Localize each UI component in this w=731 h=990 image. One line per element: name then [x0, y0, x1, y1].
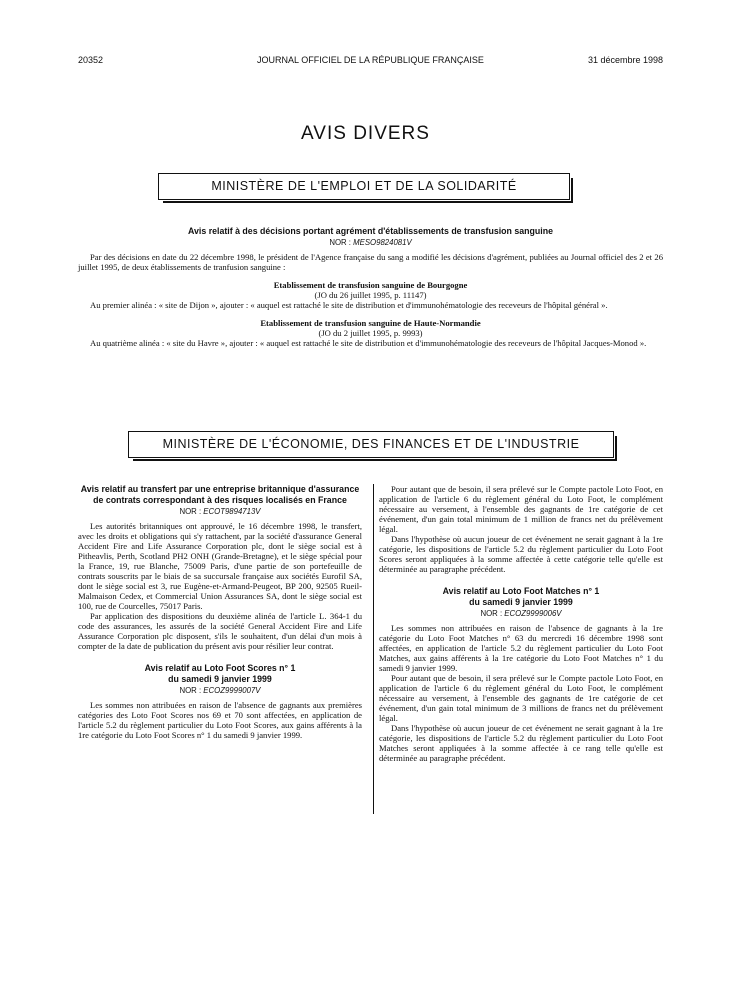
establishment-name: Etablissement de transfusion sanguine de Bourgogne [273, 280, 468, 290]
ministry-name: MINISTÈRE DE L'ÉCONOMIE, DES FINANCES ET DE L'INDUSTRIE [162, 437, 580, 451]
paragraph: Dans l'hypothèse où aucun joueur de cet événement ne serait gagnant à la 1re catégorie, les dispositions de l'article 5.2 du règlement particulier du Loto Foot Matches seront appliquées à la somme affectée à ce rang telle qu'elle est déterminée au paragraphe précédent. [379, 723, 663, 763]
establishment-ref: (JO du 26 juillet 1995, p. 11147) [314, 290, 427, 300]
page-title: AVIS DIVERS [301, 123, 430, 144]
paragraph: Les sommes non attribuées en raison de l'absence de gagnants aux premières catégories des Loto Foot Scores nos 69 et 70 sont affectées, en application de l'article 5.2 du règlement particulier du Loto Foot Scores, aux gains afférents à la 1re catégorie du Loto Foot Scores n° 1 du samedi 9 janvier 1999. [78, 700, 362, 740]
paragraph: Les sommes non attribuées en raison de l'absence de gagnants à la 1re catégorie du Loto Foot Matches n° 63 du mercredi 16 décembre 1998 sont affectées, en application de l'article 5.2 du règlement particulier du Loto Foot Matches, aux gains afférents à la 1re catégorie du Loto Foot Matches n° 1 du samedi 9 janvier 1999. [379, 623, 663, 673]
nor-code: MESO9824081V [353, 238, 412, 247]
journal-title: JOURNAL OFFICIEL DE LA RÉPUBLIQUE FRANÇAISE [257, 55, 484, 65]
nor-line: NOR : MESO9824081V [329, 238, 412, 247]
nor-line: NOR : ECOZ9999007V [179, 686, 261, 695]
notice-heading: Avis relatif à des décisions portant agrément d'établissements de transfusion sanguine [188, 226, 553, 236]
notice-heading: Avis relatif au Loto Foot Scores n° 1 du samedi 9 janvier 1999 [144, 663, 296, 684]
issue-date: 31 décembre 1998 [587, 55, 663, 65]
nor-code: ECOT9894713V [203, 507, 261, 516]
paragraph: Les autorités britanniques ont approuvé, le 16 décembre 1998, le transfert, avec les droits et obligations qui s'y rattachent, par la société d'assurance General Accident Fire and Life Assurance Corporation plc, dont le siège social est à Pitheavlis, Perth, Scotland PH2 ONH (Grande-Bretagne), et le siège spécial pour la France, 19, rue Blanche, 75009 Paris, d'une partie de son portefeuille de contrats souscrits par le biais de sa succursale française aux sociétés Eurofil SA, dont le siège social est 3, rue Eugène-et-Armand-Peugeot, BP 200, 92505 Rueil-Malmaison Cedex, et Commercial Union Assurances SA, dont le siège social est 100, rue de Courcelles, 75017 Paris. [78, 521, 362, 611]
ministry-box-emploi [158, 173, 570, 200]
nor-line: NOR : ECOZ9999006V [480, 609, 562, 618]
paragraph: Pour autant que de besoin, il sera prélevé sur le Compte pactole Loto Foot, en application de l'article 6 du règlement général du Loto Foot, le complément nécessaire au versement, à l'ensemble des gagnants de 1re catégorie de cet événement, d'un gain total minimum de 1 million de francs net du prélèvement légal. [379, 484, 663, 534]
notice-heading: Avis relatif au Loto Foot Matches n° 1 du samedi 9 janvier 1999 [442, 586, 600, 607]
paragraph: Pour autant que de besoin, il sera prélevé sur le Compte pactole Loto Foot, en application de l'article 6 du règlement général du Loto Foot, le complément nécessaire au versement, à l'ensemble des gagnants de 1re catégorie de cet événement, d'un gain total minimum de 3 millions de francs net du prélèvement légal. [379, 673, 663, 723]
paragraph: Par application des dispositions du deuxième alinéa de l'article L. 364-1 du code des assurances, les assurés de la société General Accident Fire and Life Assurance Corporation plc disposent, s'ils le souhaitent, d'un délai d'un mois à compter de la date de publication du présent avis pour résilier leur contrat. [78, 611, 362, 651]
running-header [78, 55, 663, 69]
column-divider [373, 484, 374, 814]
notice-heading: Avis relatif au transfert par une entreprise britannique d'assurance de contrats correspondant à des risques localisés en France [80, 484, 360, 505]
paragraph: Au premier alinéa : « site de Dijon », ajouter : « auquel est rattaché le site de distribution et d'immunohématologie des receveurs de l'hôpital général ». [90, 300, 608, 310]
left-column [78, 484, 362, 740]
paragraph: Dans l'hypothèse où aucun joueur de cet événement ne serait gagnant à la 1re catégorie, les dispositions de l'article 5.2 du règlement particulier du Loto Foot Scores seront appliquées à la somme affectée à cette catégorie telle qu'elle est déterminée au paragraphe précédent. [379, 534, 663, 574]
establishment-ref: (JO du 2 juillet 1995, p. 9993) [318, 328, 423, 338]
ministry-box-economie [128, 431, 614, 458]
nor-code: ECOZ9999006V [504, 609, 562, 618]
section-transfusion [78, 226, 663, 348]
ministry-name: MINISTÈRE DE L'EMPLOI ET DE LA SOLIDARITÉ [211, 179, 517, 193]
paragraph: Par des décisions en date du 22 décembre 1998, le président de l'Agence française du sang a modifié les décisions d'agrément, publiées au Journal officiel des 2 et 26 juillet 1995, de deux établissements de tranfusion sanguine : [78, 252, 663, 272]
paragraph: Au quatrième alinéa : « site du Havre », ajouter : « auquel est rattaché le site de distribution et d'immunohématologie des receveurs de l'hôpital Jacques-Monod ». [90, 338, 647, 348]
nor-code: ECOZ9999007V [203, 686, 261, 695]
establishment-name: Etablissement de transfusion sanguine de Haute-Normandie [260, 318, 481, 328]
right-column [379, 484, 663, 763]
nor-line: NOR : ECOT9894713V [179, 507, 261, 516]
page-number: 20352 [78, 55, 104, 65]
